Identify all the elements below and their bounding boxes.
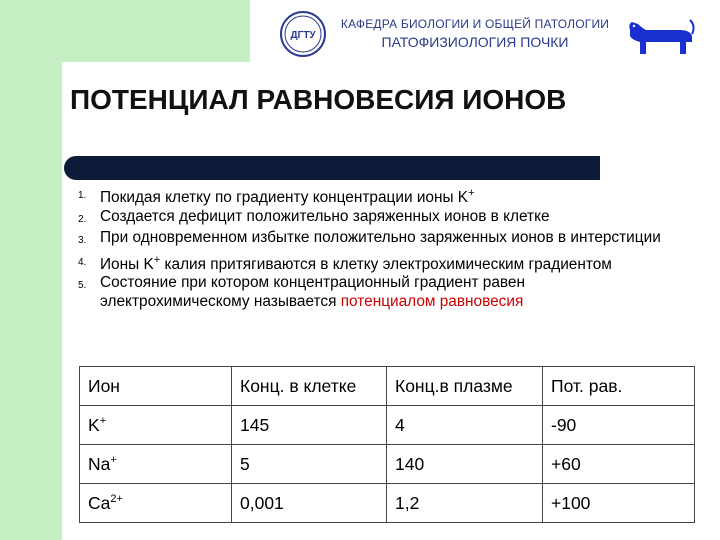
list-number: 5. <box>78 280 87 292</box>
equilibrium-potential: +60 <box>543 445 695 484</box>
column-header: Ион <box>80 367 232 406</box>
green-header-block <box>0 0 250 62</box>
ion-symbol: Na <box>88 453 111 474</box>
department-name: КАФЕДРА БИОЛОГИИ И ОБЩЕЙ ПАТОЛОГИИ <box>340 17 610 31</box>
logo-text: ДГТУ <box>290 30 316 41</box>
numbered-list <box>78 184 668 311</box>
ion-cell <box>80 445 232 484</box>
cell-concentration: 145 <box>232 406 387 445</box>
university-logo <box>279 10 327 58</box>
title-divider-bar <box>64 156 600 180</box>
list-number: 2. <box>78 213 87 225</box>
list-number: 3. <box>78 235 87 247</box>
list-item <box>78 184 668 208</box>
plasma-concentration: 4 <box>387 406 543 445</box>
list-item-text: При одновременном избытке положительно заряженных ионов в интерстиции <box>100 229 661 247</box>
list-number: 4. <box>78 256 87 268</box>
plasma-concentration: 1,2 <box>387 484 543 523</box>
equilibrium-potential: -90 <box>543 406 695 445</box>
dachshund-icon <box>620 8 700 58</box>
list-item-text: калия притягиваются в клетку электрохимическим градиентом <box>160 255 612 273</box>
list-item-text: Покидая клетку по градиенту концентрации ионы K <box>100 189 469 207</box>
list-item-text: Ионы K <box>100 255 154 273</box>
ion-charge: + <box>99 414 107 427</box>
ion-charge: + <box>110 453 117 466</box>
ion-cell <box>80 406 232 445</box>
list-item-text: Создается дефицит положительно заряженных ионов в клетке <box>100 207 550 225</box>
list-item <box>78 251 668 275</box>
ion-symbol: Ca <box>88 492 111 513</box>
list-item-text: Состояние при котором концентрационный градиент равен электрохимическому называется <box>100 274 525 310</box>
table-row <box>80 406 695 445</box>
table-header-row <box>80 367 695 406</box>
table-row <box>80 484 695 523</box>
cell-concentration: 0,001 <box>232 484 387 523</box>
list-number: 1. <box>78 190 87 201</box>
subject-name: ПАТОФИЗИОЛОГИЯ ПОЧКИ <box>381 34 569 50</box>
column-header: Конц. в клетке <box>232 367 387 406</box>
list-item <box>78 274 668 311</box>
ion-charge: 2+ <box>110 492 123 505</box>
charge-sup: + <box>153 253 161 266</box>
green-side-strip <box>0 62 62 540</box>
column-header: Конц.в плазме <box>387 367 543 406</box>
highlight-term: потенциалом равновесия <box>340 292 524 310</box>
ion-symbol: K <box>88 414 100 435</box>
slide-title: ПОТЕНЦИАЛ РАВНОВЕСИЯ ИОНОВ <box>70 84 567 115</box>
ion-cell <box>80 484 232 523</box>
table-row <box>80 445 695 484</box>
cell-concentration: 5 <box>232 445 387 484</box>
equilibrium-potential: +100 <box>543 484 695 523</box>
ion-potential-table <box>79 366 695 523</box>
plasma-concentration: 140 <box>387 445 543 484</box>
list-item <box>78 208 668 230</box>
column-header: Пот. рав. <box>543 367 695 406</box>
list-item <box>78 229 668 251</box>
charge-sup: + <box>468 187 475 199</box>
